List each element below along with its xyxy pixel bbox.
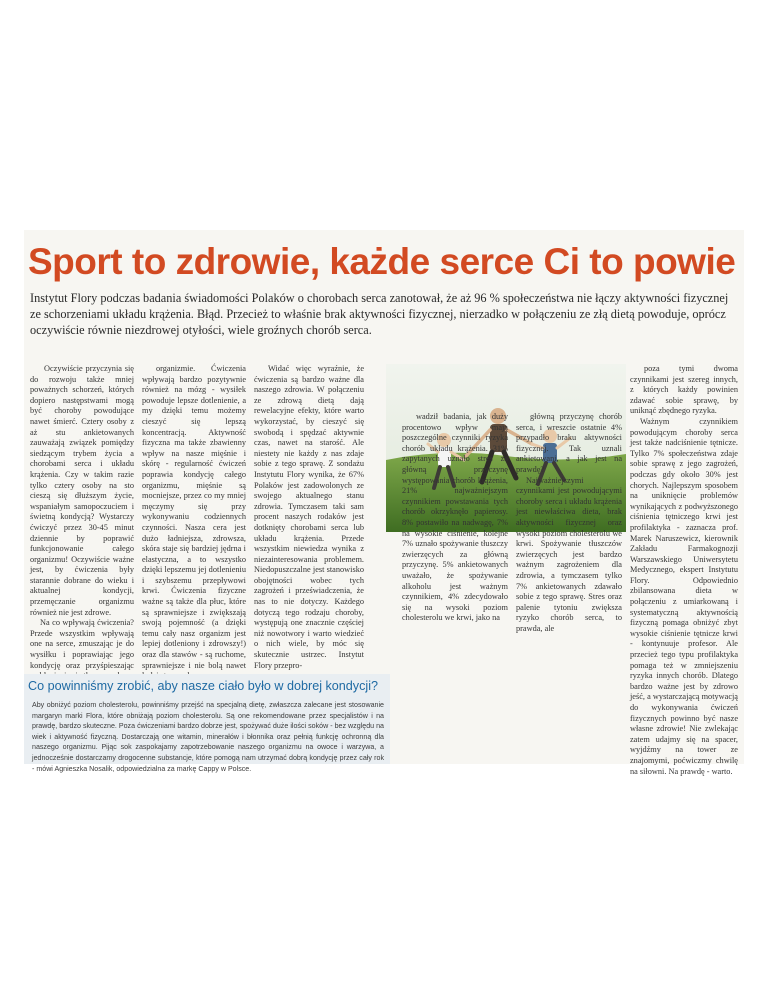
sidebar-body: Aby obniżyć poziom cholesterolu, powinniśmy przejść na specjalną dietę, zwłaszcza zalecane jest stosowanie margaryn marki Flora, które obniżają poziom cholesterolu. Są one rekomendowane przez specjalistów i na prawdę, bardzo skuteczne. Poza ćwiczeniami bardzo dobrze jest, spożywać duże ilości soków - bez względu na wiek i aktywność fizyczną. Dostarczają one witamin, minerałów i błonnika oraz pełnią funkcję ochronną dla naszego organizmu. Pijąc sok zaspokajamy zapotrzebowanie naszego organizmu na owoce i warzywa, a jednocześnie dostarczamy drogocenne substancje, które pomogą nam utrzymać dobrą kondycję przez cały rok - mówi Agnieszka Nosalik, odpowiedzialna za markę Cappy w Polsce. [32, 701, 384, 773]
article-column-2 [142, 364, 246, 670]
article-title: Sport to zdrowie, każde serce Ci to powie [28, 241, 736, 282]
newspaper-clipping [24, 230, 744, 776]
paragraph: Ważnym czynnikiem powodującym choroby serca jest także nadciśnienie tętnicze. Tylko 7% społeczeństwa zdaje sobie sprawę z jego zagrożeń, podczas gdy około 30% jest chorych. Najlepszym sposobem na uniknięcie problemów wynikających z podwyższonego ciśnienia tętniczego krwi jest profilaktyka - zaznacza prof. Marek Naruszewicz, kierownik Zakładu Farmakognozji Warszawskiego Uniwersytetu Medycznego, ekspert Instytutu Flory. Odpowiednio zbilansowana dieta w połączeniu z umiarkowaną i systematyczną aktywnością fizyczną pomaga obniżyć zbyt wysokie ciśnienie tętnicze krwi - kontynuuje profesor. Ale przecież tego typu profilaktyka pomaga też w zmniejszeniu ryzyka innych chorób. Dlatego bardzo ważne jest by zdrowo jeść, a wystarczającą motywacją do wykonywania ćwiczeń fizycznych powinno być nasze własne zdrowie! Nie zwlekając zatem udajmy się na spacer, wyjdźmy na tower ze znajomymi, poćwiczmy chwilę na siłowni. Na prawdę - warto. [630, 416, 738, 776]
paragraph: wadził badania, jak duży procentowo wpływ mają poszczególne czynniki ryzyka chorób układu krążenia. 31% zapytanych uznało stres za główną przyczynę występowania chorób krążenia, 21% najważniejszym czynnikiem powstawania tych chorób okrzyknęło papierosy. 8% postawiło na nadwagę, 7% na wysokie ciśnienie, kolejne 7% uznało spożywanie tłuszczy zwierzęcych za główną przyczynę. 5% ankietowanych uważało, że spożywanie alkoholu jest ważnym czynnikiem, 4% zdecydowało się na wysoki poziom cholesterolu we krwi, jako na [402, 412, 508, 623]
article-column-4 [402, 412, 508, 712]
paragraph: główną przyczynę chorób serca, i wreszcie ostatnie 4% przypadło braku aktywności fizycznej. Tak uznali ankietowani, a jak jest na prawdę? [516, 412, 622, 474]
paragraph: organizmie. Ćwiczenia wpływają bardzo pozytywnie również na mózg - wysiłek powoduje lepsze dotlenienie, a my dzięki temu możemy cieszyć się lepszą koncentracją. Aktywność fizyczna ma także zbawienny wpływ na nasze mięśnie i skórę - regularność ćwiczeń poprawia kondycję całego organizmu, mięśnie są mocniejsze, przez co my mniej męczymy się przy wykonywaniu codziennych czynności. Nasza cera jest dużo ładniejsza, zdrowsza, skóra staje się bardziej jędrna i elastyczna, a to wszystko dzięki lepszemu jej dotlenieniu i szybszemu przepływowi krwi. Ćwiczenia fizyczne ważne są także dla płuc, które są sprawniejsze i zwiększają swoją pojemność (a dzięki temu cały nasz organizm jest lepiej dotleniony i zdrowszy!) oraz dla stawów - są ruchome, sprawniejsze i nie bolą nawet [142, 364, 246, 670]
paragraph: Najważniejszymi czynnikami jest powodującymi choroby serca i układu krążenia jest niewłaściwa dieta, brak aktywności fizycznej oraz wysoki poziom cholesterolu we krwi. Spożywanie tłuszczów zwierzęcych jest bardzo ważnym zagrożeniem dla zdrowia, a tymczasem tylko 7% ankietowanych zdawało sobie z tego sprawę. Stres oraz palenie tytoniu zwiększa ryzyko chorób serca, to prawda, ale [516, 475, 622, 633]
paragraph: poza tymi dwoma czynnikami jest szereg innych, z których każdy powinien zdawać sobie sprawę, by uniknąć zbędnego ryzyka. [630, 364, 738, 416]
article-lead: Instytut Flory podczas badania świadomości Polaków o chorobach serca zanotował, że aż 96 % społeczeństwa nie łączy aktywności fizycznej ze schorzeniami układu krążenia. Błąd. Przecież to właśnie brak aktywności fizycznej, nierzadko w połączeniu ze złą dietą powoduje, oprócz oczywiście równie niezdrowej otyłości, wiele groźnych chorób serca. [30, 291, 729, 337]
article-column-6 [630, 364, 738, 778]
paragraph: Oczywiście przyczynia się do rozwoju także mniej poważnych schorzeń, których dopiero następstwami mogą być choroby powodujące nawet śmierć. Cztery osoby z aż stu ankietowanych zauważają związek pomiędzy siedzącym trybem życia a chorobami serca i układu krążenia. Czy w takim razie tylko cztery osoby na sto cieszą się dłuższym życie, wspaniałym samopoczuciem i świetną kondycją? Wystarczy ćwiczyć przez 30-45 minut dziennie by poprawić funkcjonowanie całego organizmu! Oczywiście ważne jest, by ćwiczenia były starannie dobrane do wieku i aktualnej kondycji, przemęczanie organizmu również nie jest zdrowe. [30, 364, 134, 617]
article-column-3 [254, 364, 364, 670]
article-column-1 [30, 364, 134, 670]
paragraph: Na co wpływają ćwiczenia? Przede wszystkim wpływają one na serce, zmuszając je do wysiłku i poprawiając jego kondycję oraz przyśpieszając [30, 618, 134, 670]
sidebar-heading: Co powinniśmy zrobić, aby nasze ciało było w dobrej kondycji? [28, 679, 378, 693]
paragraph: Widać więc wyraźnie, że ćwiczenia są bardzo ważne dla naszego zdrowia. W połączeniu ze zdrową dietą dają rewelacyjne efekty, które warto wykorzystać, by cieszyć się swobodą i spędzać aktywnie czas, nawet na starość. Ale niestety nie każdy z nas zdaje sobie z tego sprawę. Z sondażu Instytutu Flory wynika, że 67% Polaków jest zadowolonych ze swojego aktualnego stanu zdrowia. Tymczasem taki sam procent naszych rodaków jest dotknięty chorobami serca lub układu krążenia. Przede wszystkim niewiedza wynika z niezainteresowania problemem. Niedopuszczalne jest stanowisko obojętności wobec tych zagrożeń i przeświadczenia, że nas to nie dotyczy. Każdego dotyczą tego rodzaju choroby, występują one znacznie częściej niż nowotwory i warto wiedzieć o nich wiele, by móc się skutecznie ustrzec. Instytut Flory przepro- [254, 364, 364, 670]
sidebar-box [24, 674, 390, 773]
article-column-5 [516, 412, 622, 712]
